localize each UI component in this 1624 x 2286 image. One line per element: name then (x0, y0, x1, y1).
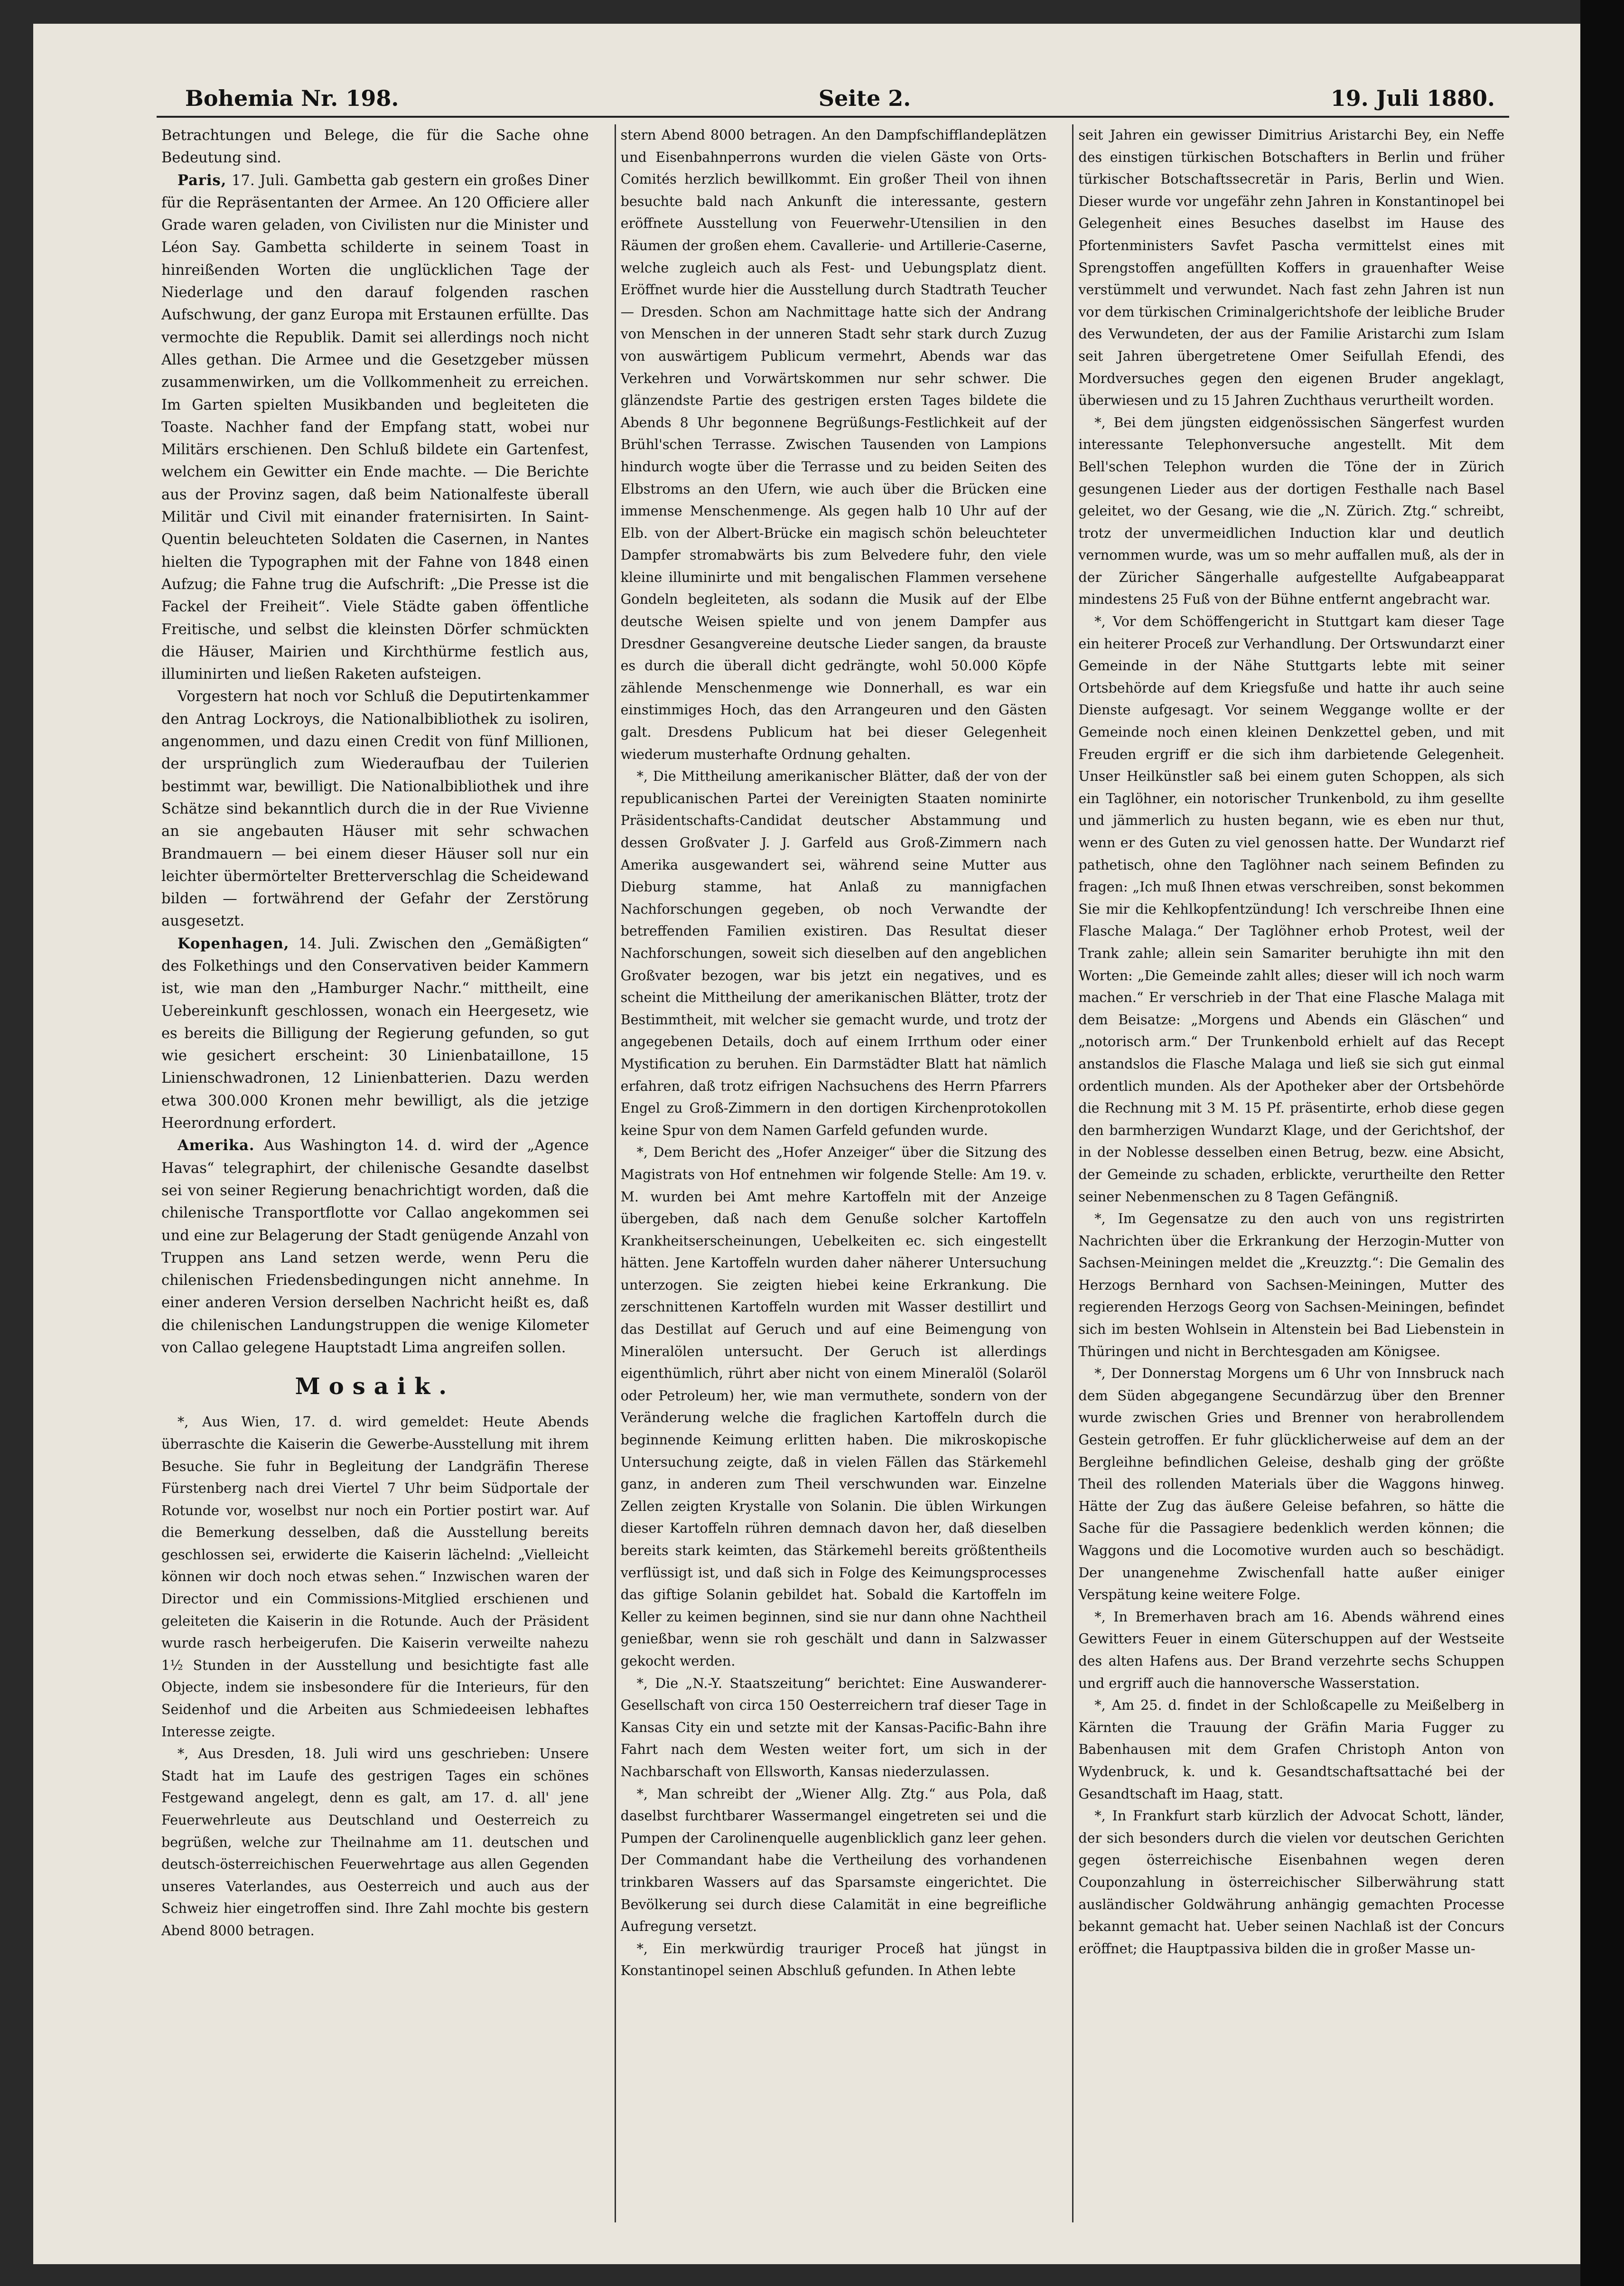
column-3 (1072, 124, 1509, 2222)
mosaik-item: *, Die Mittheilung amerikanischer Blätter, daß der von der republicanischen Partei der Vereinigten Staaten nominirte Präsidentschafts-Candidat deutscher Abstammung und dessen Großvater J. J. Garfeld aus Groß-Zimmern nach Amerika ausgewandert sei, während seine Mutter aus Dieburg stamme, hat Anlaß zu mannigfachen Nachforschungen gegeben, ob noch Verwandte der betreffenden Familien existiren. Das Resultat dieser Nachforschungen, soweit sich dieselben auf den angeblichen Großvater bezogen, war bis jetzt ein negatives, und es scheint die Mittheilung der amerikanischen Blätter, trotz der Bestimmtheit, mit welcher sie gemacht wurde, und trotz der angegebenen Details, doch auf einem Irrthum oder einer Mystification zu beruhen. Ein Darmstädter Blatt hat nämlich erfahren, daß trotz eifrigen Nachsuchens des Herrn Pfarrers Engel zu Groß-Zimmern in den dortigen Kirchenprotokollen keine Spur von dem Namen Garfeld gefunden wurde. (620, 768, 1047, 1138)
article-columns (157, 124, 1509, 2222)
mosaik-item: *, In Frankfurt starb kürzlich der Advocat Schott, länder, der sich besonders durch die vielen vor deutschen Gerichten gegen österreichische Eisenbahnen wegen deren Couponzahlung in österreichischer Silberwährung statt ausländischer Goldwährung anhängig gemachten Processe bekannt gemacht hat. Ueber seinen Nachlaß ist der Concurs eröffnet; die Hauptpassiva bilden die in großer Masse un- (1078, 1808, 1504, 1957)
mosaik-item: *, Aus Wien, 17. d. wird gemeldet: Heute Abends überraschte die Kaiserin die Gewerbe-Ausstellung mit ihrem Besuche. Sie fuhr in Begleitung der Landgräfin Therese Fürstenberg nach drei Viertel 7 Uhr beim Südportale der Rotunde vor, woselbst nur noch ein Portier postirt war. Auf die Bemerkung desselben, daß die Ausstellung bereits geschlossen sei, erwiderte die Kaiserin lächelnd: „Vielleicht können wir doch noch etwas sehen.“ Inzwischen waren der Director und ein Commissions-Mitglied erschienen und geleiteten die Kaiserin in die Rotunde. Auch der Präsident wurde rasch herbeigerufen. Die Kaiserin verweilte nahezu 1½ Stunden in der Ausstellung und besichtigte fast alle Objecte, indem sie insbesondere für die Interieurs, für den Seidenhof und die Arbeiten aus Schmiedeeisen lebhaftes Interesse zeigte. (161, 1414, 589, 1740)
mosaik-item: *, Aus Dresden, 18. Juli wird uns geschrieben: Unsere Stadt hat im Laufe des gestrigen Tages ein schönes Festgewand angelegt, denn es galt, am 17. d. all' jene Feuerwehrleute aus Deutschland und Oesterreich zu begrüßen, welche zur Theilnahme am 11. deutschen und deutsch-österreichischen Feuerwehrtage aus allen Gegenden unseres Vaterlandes, aus Oesterreich und auch aus der Schweiz hier eingetroffen sind. Ihre Zahl mochte bis gestern Abend 8000 betragen. (161, 1746, 589, 1939)
dateline: Amerika. (177, 1137, 255, 1154)
newspaper-page (33, 24, 1580, 2264)
paper-issue: Bohemia Nr. 198. (185, 85, 399, 111)
mosaik-item: *, Der Donnerstag Morgens um 6 Uhr von Innsbruck nach dem Süden abgegangene Secundärzug über den Brenner wurde zwischen Gries und Brenner von herabrollendem Gestein getroffen. Er fuhr glücklicherweise auf dem an der Bergleihne befindlichen Geleise, deshalb ging der größte Theil des rollenden Materials über die Waggons hinweg. Hätte der Zug das äußere Geleise befahren, so hätte die Sache für die Passagiere bedenklich werden können; die Waggons und die Locomotive wurden auch so beschädigt. Der unangenehme Zwischenfall hatte außer einiger Verspätung keine weitere Folge. (1078, 1366, 1504, 1603)
page-number: Seite 2. (818, 85, 911, 111)
page-header (157, 85, 1509, 118)
dateline: Kopenhagen, (177, 935, 289, 952)
mosaik-item: *, In Bremerhaven brach am 16. Abends während eines Gewitters Feuer in einem Güterschuppen auf der Westseite des alten Hafens aus. Der Brand verzehrte sechs Schuppen und ergriff auch die hannoversche Wasserstation. (1078, 1609, 1504, 1691)
mosaik-item: seit Jahren ein gewisser Dimitrius Aristarchi Bey, ein Neffe des einstigen türkischen Botschafters in Berlin und früher türkischer Botschaftssecretär in Paris, Berlin und Wien. Dieser wurde vor ungefähr zehn Jahren in Konstantinopel bei Gelegenheit eines Besuches daselbst im Hause des Pfortenministers Savfet Pascha vermittelst eines mit Sprengstoffen angefüllten Koffers in grauenhafter Weise verstümmelt und verwundet. Nach fast zehn Jahren ist nun vor dem türkischen Criminalgerichtshofe der leibliche Bruder des Verwundeten, der aus der Familie Aristarchi zum Islam seit Jahren übergetretene Omer Seifullah Efendi, des Mordversuches gegen den eigenen Bruder angeklagt, überwiesen und zu 15 Jahren Zuchthaus verurtheilt worden. (1078, 127, 1504, 409)
mosaik-item: *, Im Gegensatze zu den auch von uns registrirten Nachrichten über die Erkrankung der Herzogin-Mutter von Sachsen-Meiningen meldet die „Kreuzztg.“: Die Gemalin des Herzogs Bernhard von Sachsen-Meiningen, Mutter des regierenden Herzogs Georg von Sachsen-Meiningen, befindet sich im besten Wohlsein in Altenstein bei Bad Liebenstein in Thüringen und nicht in Berchtesgaden am Königsee. (1078, 1211, 1504, 1359)
mosaik-item: *, Am 25. d. findet in der Schloßcapelle zu Meißelberg in Kärnten die Trauung der Gräfin Maria Fugger zu Babenhausen mit dem Grafen Christoph Anton von Wydenbruck, k. und k. Gesandtschaftsattaché bei der Gesandtschaft im Haag, statt. (1078, 1697, 1504, 1802)
mosaik-item: *, Man schreibt der „Wiener Allg. Ztg.“ aus Pola, daß daselbst furchtbarer Wassermangel eingetreten sei und die Pumpen der Carolinenquelle augenblicklich ganz leer gehen. Der Commandant habe die Vertheilung des vorhandenen trinkbaren Wassers auf das Sparsamste eingerichtet. Die Bevölkerung sei durch diese Calamität in eine begreifliche Aufregung versetzt. (620, 1786, 1047, 1935)
mosaik-item: *, Vor dem Schöffengericht in Stuttgart kam dieser Tage ein heiterer Proceß zur Verhandlung. Der Ortswundarzt einer Gemeinde in der Nähe Stuttgarts lebte mit seiner Ortsbehörde auf dem Kriegsfuße und hatte ihr auch seine Dienste aufgesagt. Vor seinem Weggange wollte er der Gemeinde noch einen kleinen Denkzettel geben, und mit Freuden ergriff er die sich ihm darbietende Gelegenheit. Unser Heilkünstler saß bei einem guten Schoppen, als sich ein Taglöhner, ein notorischer Trunkenbold, zu ihm gesellte und jämmerlich zu husten begann, wie es eben nur thut, wenn er des Guten zu viel genossen hatte. Der Wundarzt rief pathetisch, ohne den Taglöhner nach seinem Befinden zu fragen: „Ich muß Ihnen etwas verschreiben, sonst bekommen Sie mir die Kehlkopfentzündung! Ich verschreibe Ihnen eine Flasche Malaga.“ Der Taglöhner erhob Protest, weil der Trank zahle; allein sein Samariter beruhigte ihn mit den Worten: „Die Gemeinde zahlt alles; dieser will ich noch warm machen.“ Er verschrieb in der That eine Flasche Malaga mit dem Beisatze: „Morgens und Abends ein Gläschen“ und „notorisch arm.“ Der Trunkenbold erhielt auf das Recept anstandslos die Flasche Malaga und ließ sie sich gut einmal ordentlich munden. Als der Apotheker aber der Ortsbehörde die Rechnung mit 3 M. 15 Pf. präsentirte, erhob diese gegen den barmherzigen Wundarzt Klage, und der Gerichtshof, der in der Noblesse desselben einen Betrug, bezw. eine Absicht, der Gemeinde zu schaden, erblickte, verurtheilte den Retter seiner Nebenmenschen zu 8 Tagen Gefängniß. (1078, 614, 1504, 1205)
paragraph-amerika: Amerika. Aus Washington 14. d. wird der „Agence Havas“ telegraphirt, der chilenische Gesandte daselbst sei von seiner Regierung benachrichtigt worden, daß die chilenische Transportflotte vor Callao angekommen sei und eine zur Belagerung der Stadt genügende Anzahl von Truppen ans Land setzen werde, wenn Peru die chilenischen Friedensbedingungen nicht annehme. In einer anderen Version derselben Nachricht heißt es, daß die chilenischen Landungstruppen die wenige Kilometer von Callao gelegene Hauptstadt Lima angreifen sollen. (161, 1137, 589, 1357)
section-title-mosaik: Mosaik. (295, 1373, 456, 1400)
mosaik-item: *, Bei dem jüngsten eidgenössischen Sängerfest wurden interessante Telephonversuche angestellt. Mit dem Bell'schen Telephon wurden die Töne der in Zürich gesungenen Lieder aus der dortigen Festhalle nach Basel geleitet, wo der Gesang, wie die „N. Zürich. Ztg.“ schreibt, trotz der unvermeidlichen Induction klar und deutlich vernommen wurde, was um so mehr auffallen muß, als der in der Züricher Sängerhalle aufgestellte Aufgabeapparat mindestens 25 Fuß von der Bühne entfernt angebracht war. (1078, 414, 1504, 608)
column-1 (157, 124, 594, 2222)
dateline: Paris, (177, 171, 227, 189)
paragraph: Betrachtungen und Belege, die für die Sache ohne Bedeutung sind. (161, 127, 589, 167)
paragraph-paris: Paris, 17. Juli. Gambetta gab gestern ein großes Diner für die Repräsentanten der Armee. An 120 Officiere aller Grade waren geladen, von Civilisten nur die Minister und Léon Say. Gambetta schilderte in seinem Toast in hinreißenden Worten die unglücklichen Tage der Niederlage und den darauf folgenden raschen Aufschwung, der ganz Europa mit Erstaunen erfüllte. Das vermochte die Republik. Damit sei allerdings noch nicht Alles gethan. Die Armee und die Gesetzgeber müssen zusammenwirken, um die Vollkommenheit zu erreichen. Im Garten spielten Musikbanden und begleiteten die Toaste. Nachher fand der Empfang statt, wobei nur Militärs erschienen. Den Schluß bildete ein Gartenfest, welchem ein Gewitter ein Ende machte. — Die Berichte aus der Provinz sagen, daß beim Nationalfeste überall Militär und Civil mit einander fraternisirten. In Saint-Quentin beleuchteten Soldaten die Casernen, in Nantes hielten die Typographen mit der Fahne von 1848 einen Aufzug; die Fahne trug die Aufschrift: „Die Presse ist die Fackel der Freiheit“. Viele Städte gaben öffentliche Freitische, und selbst die kleinsten Dörfer schmückten die Häuser, Mairien und Kirchthürme festlich aus, illuminirten und ließen Raketen aufsteigen. (161, 171, 589, 683)
paragraph: Vorgestern hat noch vor Schluß die Deputirtenkammer den Antrag Lockroys, die Nationalbibliothek zu isoliren, angenommen, und dazu einen Credit von fünf Millionen, der ursprünglich zum Wiederaufbau der Tuilerien bestimmt war, bewilligt. Die Nationalbibliothek und ihre Schätze sind bekanntlich durch die in der Rue Vivienne an sie angebauten Häuser mit sehr schwachen Brandmauern — bei einem dieser Häuser soll nur ein leichter übermörtelter Bretterverschlag die Scheidewand bilden — fortwährend der Gefahr der Zerstörung ausgesetzt. (161, 688, 589, 930)
paragraph-kopenhagen: Kopenhagen, 14. Juli. Zwischen den „Gemäßigten“ des Folkethings und den Conservativen beider Kammern ist, wie man den „Hamburger Nachr.“ mittheilt, eine Uebereinkunft geschlossen, wonach ein Heergesetz, wie es bereits die Billigung der Regierung gefunden, so gut wie gesichert erscheint: 30 Linienbataillone, 15 Linienschwadronen, 12 Linienbatterien. Dazu werden etwa 300.000 Kronen mehr bewilligt, als die jetzige Heerordnung erfordert. (161, 935, 589, 1132)
issue-date: 19. Juli 1880. (1330, 85, 1495, 111)
mosaik-item: *, Die „N.-Y. Staatszeitung“ berichtet: Eine Auswanderer-Gesellschaft von circa 150 Oesterreichern traf dieser Tage in Kansas City ein und setzte mit der Kansas-Pacific-Bahn ihre Fahrt nach dem Westen weiter fort, um sich in der Nachbarschaft von Ellsworth, Kansas niederzulassen. (620, 1675, 1047, 1780)
column-2 (615, 124, 1052, 2222)
mosaik-item: stern Abend 8000 betragen. An den Dampfschifflandeplätzen und Eisenbahnperrons wurden die vielen Gäste von Orts-Comités herzlich bewillkommt. Ein großer Theil von ihnen besuchte bald nach Ankunft die interessante, gestern eröffnete Ausstellung von Feuerwehr-Utensilien in den Räumen der großen ehem. Cavallerie- und Artillerie-Caserne, welche zugleich auch als Fest- und Uebungsplatz dient. Eröffnet wurde hier die Ausstellung durch Stadtrath Teucher — Dresden. Schon am Nachmittage hatte sich der Andrang von Menschen in der unneren Stadt sehr stark durch Zuzug von auswärtigem Publicum vermehrt, Abends war das Verkehren und Vorwärtskommen nur sehr schwer. Die glänzendste Partie des gestrigen ersten Tages bildete die Abends 8 Uhr begonnene Begrüßungs-Festlichkeit auf der Brühl'schen Terrasse. Zwischen Tausenden von Lampions hindurch wogte über die Terrasse und zu beiden Seiten des Elbstroms an den Ufern, wie auch über die Brücken eine immense Menschenmenge. Als gegen halb 10 Uhr auf der Elb. von der Albert-Brücke ein magisch schön beleuchteter Dampfer stromabwärts bis zum Belvedere fuhr, den viele kleine illuminirte und mit bengalischen Flammen versehene Gondeln begleiteten, als sodann die Musik auf der Elbe deutsche Weisen spielte und von jenem Dampfer aus Dresdner Gesangvereine deutsche Lieder sangen, da brauste es durch die überall dicht gedrängte, wohl 50.000 Köpfe zählende Menschenmenge wie Donnerhall, es war ein einstimmiges Hoch, das den Arrangeuren und den Gästen galt. Dresdens Publicum hat bei dieser Gelegenheit wiederum musterhafte Ordnung gehalten. (620, 127, 1047, 762)
mosaik-item: *, Dem Bericht des „Hofer Anzeiger“ über die Sitzung des Magistrats von Hof entnehmen wir folgende Stelle: Am 19. v. M. wurden bei Amt mehre Kartoffeln mit der Anzeige übergeben, daß nach dem Genuße solcher Kartoffeln Krankheitserscheinungen, Uebelkeiten ec. sich eingestellt hätten. Jene Kartoffeln wurden daher näherer Untersuchung unterzogen. Sie zeigten hiebei keine Erkrankung. Die zerschnittenen Kartoffeln wurden mit Wasser destillirt und das Destillat auf Geruch und auf eine Beimengung von Mineralölen untersucht. Der Geruch ist allerdings eigenthümlich, rührt aber nicht von einem Mineralöl (Solaröl oder Petroleum) her, wie man vermuthete, sondern von der Veränderung welche die fraglichen Kartoffeln durch die beginnende Keimung erlitten haben. Die mikroskopische Untersuchung zeigte, daß in vielen Fällen das Stärkemehl ganz, in anderen zum Theil verschwunden war. Einzelne Zellen zeigten Krystalle von Solanin. Die üblen Wirkungen dieser Kartoffeln rühren demnach davon her, daß dieselben bereits stark keimten, das Stärkemehl bereits größtentheils verflüssigt ist, und daß sich in Folge des Keimungsprocesses das giftige Solanin gebildet hat. Sobald die Kartoffeln im Keller zu keimen beginnen, sind sie nur dann ohne Nachtheil genießbar, wenn sie roh geschält und dann in Salzwasser gekocht werden. (620, 1144, 1047, 1669)
scan-edge-shadow (1580, 0, 1624, 2286)
mosaik-item: *, Ein merkwürdig trauriger Proceß hat jüngst in Konstantinopel seinen Abschluß gefunden. In Athen lebte (620, 1940, 1047, 1979)
